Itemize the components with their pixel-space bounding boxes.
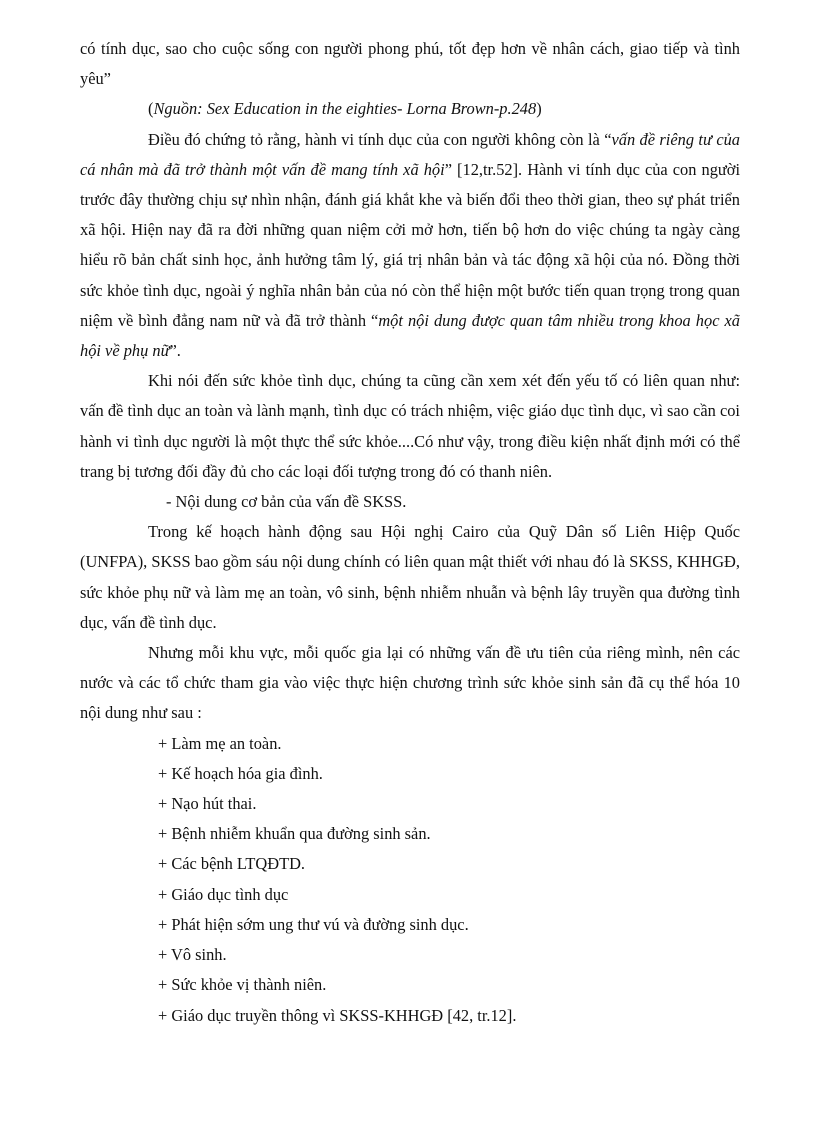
paragraph-ten-contents: Nhưng mỗi khu vực, mỗi quốc gia lại có những vấn đề ưu tiên của riêng mình, nên các nước và các tổ chức tham gia vào việc thực hiện chương trình sức khỏe sinh sản đã cụ thể hóa 10 nội dung như sau : [80, 643, 740, 723]
paragraph-text: Điều đó chứng tỏ rằng, hành vi tính dục của con người không còn là “ [148, 129, 612, 149]
quote-italic: một nội dung được quan tâm nhiều trong khoa học xã hội về phụ nữ [80, 310, 740, 361]
source-text: Nguồn: Sex Education in the eighties- Lorna Brown-p.248 [153, 99, 537, 119]
source-close-paren: ) [536, 99, 542, 119]
list-item: + Sức khỏe vị thành niên. [158, 975, 327, 995]
list-item: + Làm mẹ an toàn. [158, 733, 282, 753]
content-list [80, 729, 740, 1031]
list-item: + Giáo dục truyền thông vì SKSS-KHHGĐ [42, tr.12]. [158, 1005, 517, 1025]
list-item: + Phát hiện sớm ung thư vú và đường sinh dục. [158, 914, 469, 934]
paragraph-continuation: có tính dục, sao cho cuộc sống con người phong phú, tốt đẹp hơn về nhân cách, giao tiếp và tình yêu” [80, 39, 740, 89]
list-item: + Nạo hút thai. [158, 794, 257, 814]
source-citation [80, 94, 740, 124]
list-item: + Bệnh nhiễm khuẩn qua đường sinh sản. [158, 824, 431, 844]
section-subheading: - Nội dung cơ bản của vấn đề SKSS. [166, 492, 407, 512]
paragraph-sexual-behavior [80, 125, 740, 367]
quote-italic: vấn đề riêng tư của cá nhân mà đã trở thành một vấn đề mang tính xã hội [80, 129, 740, 179]
list-item: + Giáo dục tình dục [158, 884, 289, 904]
paragraph-text: ” [12,tr.52]. Hành vi tính dục của con người trước đây thường chịu sự nhìn nhận, đánh giá khắt khe và biến đổi theo thời gian, theo sự phát triển xã hội. Hiện nay đã ra đời những quan niệm cởi mở hơn, tiến bộ hơn do việc chúng ta ngày càng hiểu rõ bản chất sinh học, ảnh hưởng tâm lý, giá trị nhân bản và tác động xã hội của nó. Đồng thời sức khỏe tình dục, ngoài ý nghĩa nhân bản của nó còn thể hiện một bước tiến quan trọng trong quan niệm về bình đẳng nam nữ và đã trở thành “ [80, 159, 741, 330]
document-page [80, 34, 740, 1031]
paragraph-text: ”. [169, 341, 181, 361]
list-item: + Vô sinh. [158, 945, 227, 965]
list-item: + Kế hoạch hóa gia đình. [158, 763, 323, 783]
paragraph-cairo-plan: Trong kế hoạch hành động sau Hội nghị Cairo của Quỹ Dân số Liên Hiệp Quốc (UNFPA), SKSS bao gồm sáu nội dung chính có liên quan mật thiết với nhau đó là SKSS, KHHGĐ, sức khỏe phụ nữ và làm mẹ an toàn, vô sinh, bệnh nhiễm nhuẫn và bệnh lây truyền qua đường tình dục, vấn đề tình dục. [80, 522, 740, 632]
paragraph-sexual-health: Khi nói đến sức khỏe tình dục, chúng ta cũng cần xem xét đến yếu tố có liên quan như: vấn đề tình dục an toàn và lành mạnh, tình dục có trách nhiệm, việc giáo dục tình dục, vì sao cần coi hành vi tình dục người là một thực thể sức khỏe....Có như vậy, trong điều kiện nhất định mới có thể trang bị tương đối đầy đủ cho các loại đối tượng trong đó có thanh niên. [80, 371, 740, 481]
list-item: + Các bệnh LTQĐTD. [158, 854, 306, 874]
source-open-paren: ( [148, 99, 154, 119]
